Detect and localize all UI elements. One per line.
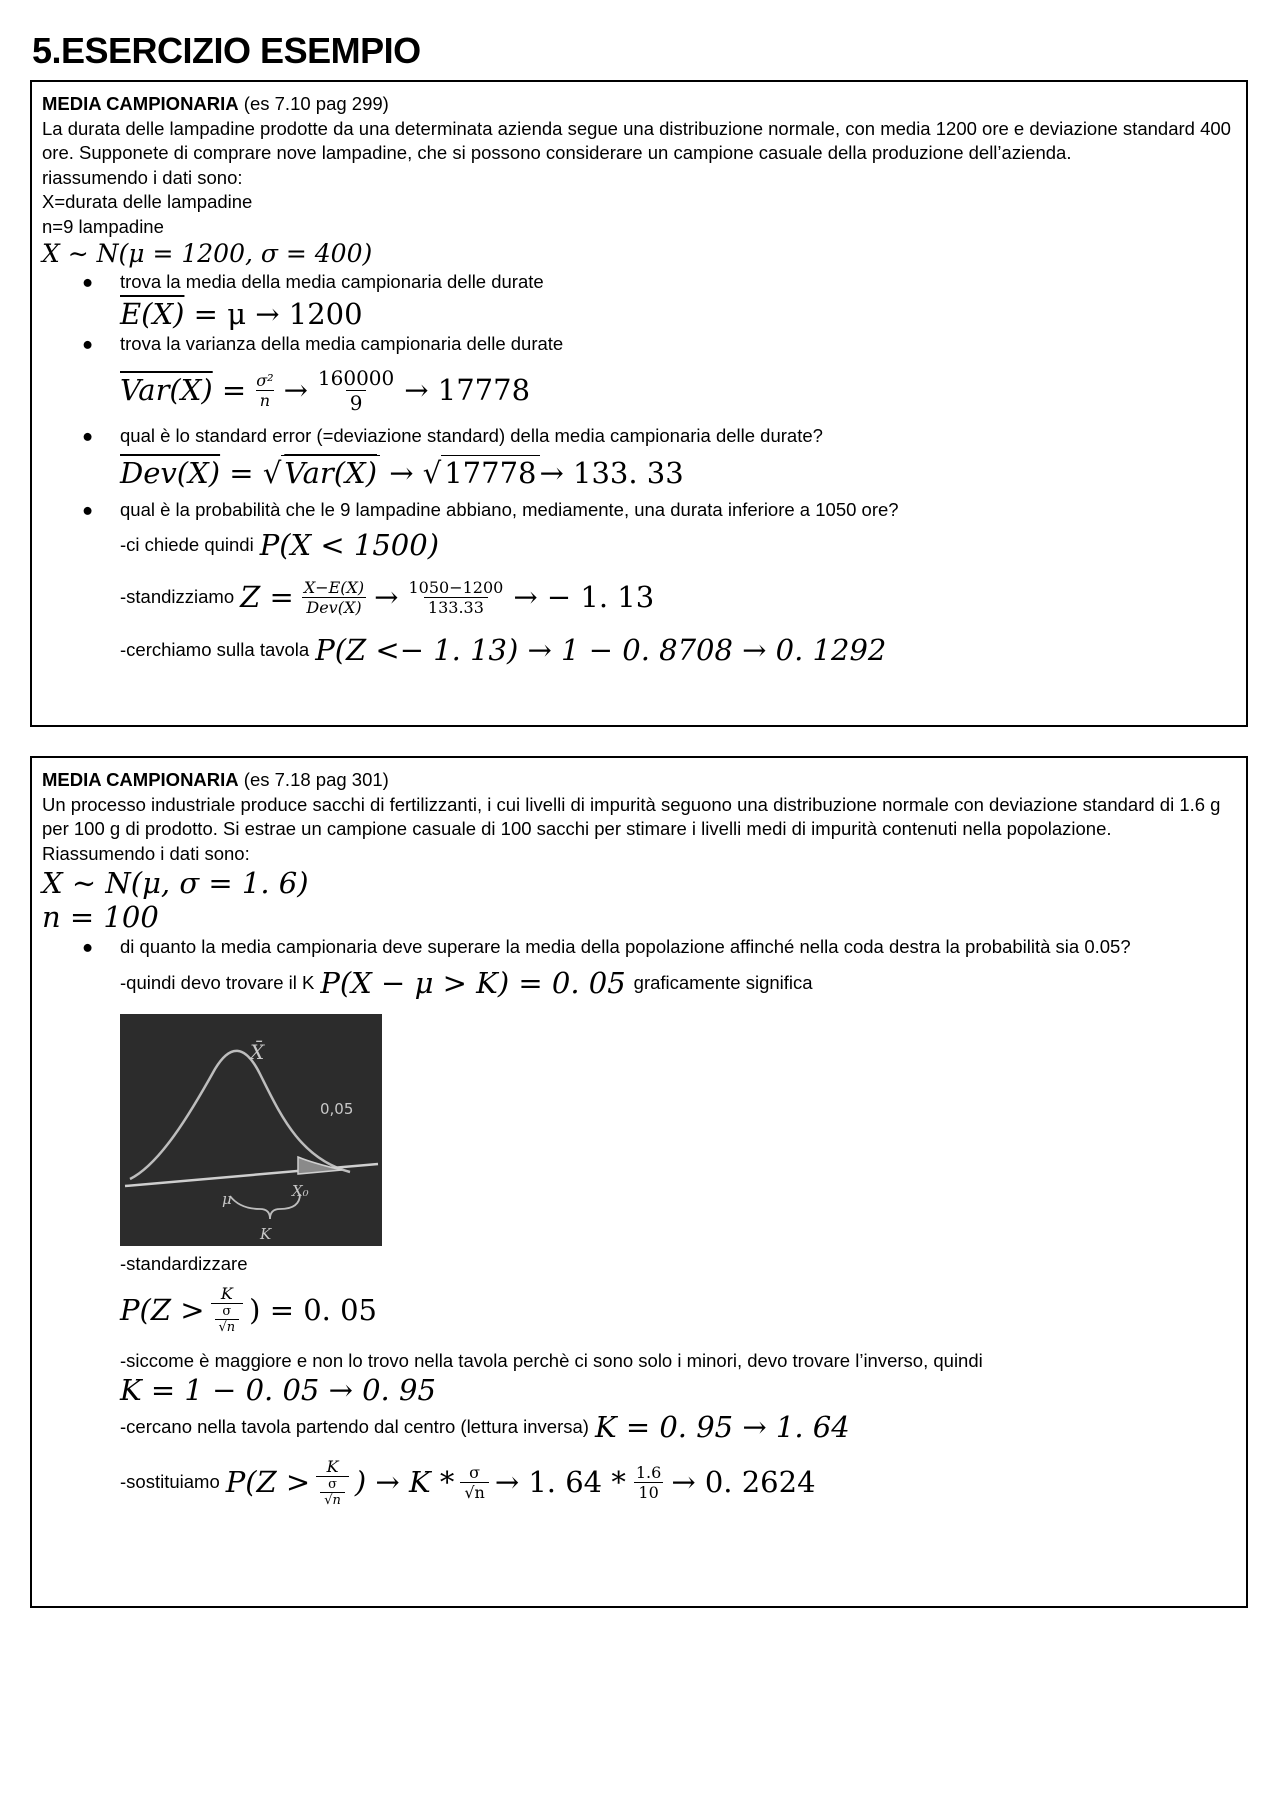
fraction xyxy=(632,1463,665,1502)
normal-curve-sketch xyxy=(120,1014,382,1246)
fraction-numerator: σ xyxy=(469,1462,481,1482)
fraction-denominator: 133.33 xyxy=(424,597,488,617)
exercise-box-2 xyxy=(30,756,1248,1608)
page-title: 5.ESERCIZIO ESEMPIO xyxy=(32,30,421,71)
step-formula: K = 0. 95 → 1. 64 xyxy=(594,1410,850,1444)
formula-lhs: Var(X) xyxy=(120,373,213,407)
step-text: -sostituiamo xyxy=(120,1471,220,1492)
step-formula-z: Z = xyxy=(240,580,294,614)
formula-lhs: P(Z > xyxy=(120,1292,205,1327)
fraction-denominator: √n xyxy=(320,1492,345,1508)
formula-result: → 133. 33 xyxy=(539,456,684,490)
label-mu: μ xyxy=(222,1190,232,1208)
exercise-heading xyxy=(42,92,1236,117)
heading-bold: MEDIA CAMPIONARIA xyxy=(42,769,239,790)
sqrt-radicand: Var(X) xyxy=(281,455,380,490)
exercise-intro: Un processo industriale produce sacchi di fertilizzanti, i cui livelli di impurità seguono una distribuzione normale con deviazione standard di 1.6 g per 100 g di prodotto. Si estrae un campione casuale di 100 sacchi per stimare i livelli medi di impurità contenuti nella popolazione. xyxy=(42,793,1221,839)
heading-bold: MEDIA CAMPIONARIA xyxy=(42,93,239,114)
formula-result: → − 1. 13 xyxy=(513,580,655,614)
formula-rhs: ) = 0. 05 xyxy=(249,1292,377,1327)
brace xyxy=(230,1194,300,1219)
label-k: K xyxy=(260,1225,272,1243)
formula-result: → 0. 2624 xyxy=(671,1465,816,1499)
question-text: di quanto la media campionaria deve superare la media della popolazione affinché nella coda destra la probabilità sia 0.05? xyxy=(120,936,1131,957)
question-text: qual è la probabilità che le 9 lampadine abbiano, mediamente, una durata inferiore a 1050 ore? xyxy=(120,499,899,520)
fraction-numerator: σ xyxy=(328,1476,337,1492)
step-formula: P(X < 1500) xyxy=(259,528,440,562)
question-4 xyxy=(42,497,1236,523)
fraction-denominator: 9 xyxy=(346,390,367,415)
question-1 xyxy=(42,269,1236,295)
fraction xyxy=(316,1457,349,1508)
fraction xyxy=(314,366,398,415)
label-x0: X₀ xyxy=(292,1182,309,1200)
fraction-denominator xyxy=(316,1476,349,1508)
inverse-explanation: -siccome è maggiore e non lo trovo nella tavola perchè ci sono solo i minori, devo trovare l’inverso, quindi xyxy=(120,1349,983,1371)
step-text: -quindi devo trovare il K xyxy=(120,972,315,993)
step-text: -standizziamo xyxy=(120,586,235,607)
formula-mid-2: → 1. 64 * xyxy=(494,1465,626,1499)
question-3 xyxy=(42,423,1236,449)
fraction-denominator: Dev(X) xyxy=(302,597,365,617)
exercise-box-1 xyxy=(30,80,1248,727)
standardize-label: -standardizzare xyxy=(120,1253,248,1274)
exercise-heading xyxy=(42,768,1236,793)
step-3 xyxy=(42,627,1236,673)
sqrt-radicand: 17778 xyxy=(441,455,539,490)
fraction-numerator: 1.6 xyxy=(635,1462,662,1482)
nested-fraction xyxy=(320,1477,345,1508)
nested-fraction xyxy=(215,1304,240,1335)
question-text: trova la varianza della media campionaria delle durate xyxy=(120,333,564,354)
step-2: -standizziamo Z = $\frac{X-E(X)}{\text{Dev(X)}}$ → $\frac{1050-1200}{133.33}$ → − 1. 13 xyxy=(120,577,655,617)
fraction xyxy=(404,578,507,617)
sqrt-expression xyxy=(441,456,539,490)
fraction-denominator xyxy=(211,1303,244,1335)
figure-wrapper xyxy=(42,1014,1236,1246)
fraction-numerator: 1050−1200 xyxy=(408,577,504,597)
answer-2-formula: Var(X) = $\frac{\text{σ²}}{n}$ → $\frac{160000}{9}$ → 17778 xyxy=(120,365,531,415)
question-text: trova la media della media campionaria delle durate xyxy=(120,271,544,292)
x-axis xyxy=(125,1164,378,1186)
fraction-denominator: n xyxy=(256,390,274,410)
step-text: -ci chiede quindi xyxy=(120,534,254,555)
heading-ref: (es 7.10 pag 299) xyxy=(238,93,389,114)
step-text: -cerchiamo sulla tavola xyxy=(120,639,310,660)
step-formula: P(Z <− 1. 13) → 1 − 0. 8708 → 0. 1292 xyxy=(315,633,887,667)
fraction xyxy=(460,1463,489,1502)
fraction xyxy=(252,371,277,410)
question-text: qual è lo standard error (=deviazione standard) della media campionaria delle durate? xyxy=(120,425,823,446)
curve-drawing xyxy=(120,1014,382,1246)
distribution-formula: X ∼ N(μ = 1200, σ = 400) xyxy=(42,239,373,268)
fraction xyxy=(300,578,368,617)
formula-mid: ) → K * xyxy=(354,1465,455,1499)
variable-definition: X=durata delle lampadine xyxy=(42,191,253,212)
heading-ref: (es 7.18 pag 301) xyxy=(238,769,389,790)
formula-lhs: P(Z > xyxy=(225,1465,311,1499)
find-k-row xyxy=(42,960,1236,1006)
answer-3-formula: Dev(X) = √ Var(X) → √ 17778 → 133. 33 xyxy=(120,456,684,490)
summary-label: riassumendo i dati sono: xyxy=(42,166,243,188)
step-text-after: graficamente significa xyxy=(633,972,813,993)
fraction-numerator: σ² xyxy=(256,370,274,390)
step-1 xyxy=(42,523,1236,567)
fraction-numerator: X−E(X) xyxy=(303,577,365,597)
bullet-icon: ● xyxy=(82,425,94,446)
fraction-numerator: K xyxy=(326,1456,339,1476)
inverse-formula: K = 1 − 0. 05 → 0. 95 xyxy=(120,1373,436,1407)
sample-size-formula: n = 100 xyxy=(42,900,159,934)
question-1 xyxy=(42,934,1236,960)
label-probability: 0,05 xyxy=(320,1100,354,1118)
sqrt-expression xyxy=(281,456,380,490)
summary-label: Riassumendo i dati sono: xyxy=(42,842,250,864)
bullet-icon: ● xyxy=(82,936,94,957)
substitute-row xyxy=(42,1447,1236,1517)
formula-result: → 17778 xyxy=(404,373,531,407)
fraction xyxy=(211,1284,244,1335)
exercise-intro: La durata delle lampadine prodotte da una determinata azienda segue una distribuzione normale, con media 1200 ore e deviazione standard 400 ore. Supponete di comprare nove lampadine, che si possono considerare un campione casuale della produzione dell’azienda. xyxy=(42,117,1231,163)
formula-rhs: = μ → 1200 xyxy=(193,297,363,331)
fraction-numerator: σ xyxy=(222,1304,232,1319)
label-xbar: X̄ xyxy=(250,1040,265,1064)
fraction-numerator: K xyxy=(220,1284,233,1303)
bell-curve xyxy=(130,1051,350,1179)
question-2 xyxy=(42,331,1236,357)
fraction-numerator: 160000 xyxy=(317,365,395,390)
bullet-icon: ● xyxy=(82,333,94,354)
step-text: -cercano nella tavola partendo dal centro (lettura inversa) xyxy=(120,1416,589,1437)
sample-size: n=9 lampadine xyxy=(42,215,164,237)
bullet-icon: ● xyxy=(82,271,94,292)
answer-1-formula xyxy=(42,297,1236,331)
fraction-denominator: √n xyxy=(215,1319,240,1335)
standardize-formula xyxy=(42,1277,1236,1343)
formula-lhs: E(X) xyxy=(120,297,185,331)
distribution-formula: X ∼ N(μ, σ = 1. 6) xyxy=(42,866,309,900)
bullet-icon: ● xyxy=(82,499,94,520)
fraction-denominator: √n xyxy=(460,1482,489,1502)
search-row xyxy=(42,1407,1236,1447)
fraction-denominator: 10 xyxy=(634,1482,662,1502)
step-formula: P(X − μ > K) = 0. 05 xyxy=(320,966,626,1000)
formula-lhs: Dev(X) xyxy=(120,456,221,490)
